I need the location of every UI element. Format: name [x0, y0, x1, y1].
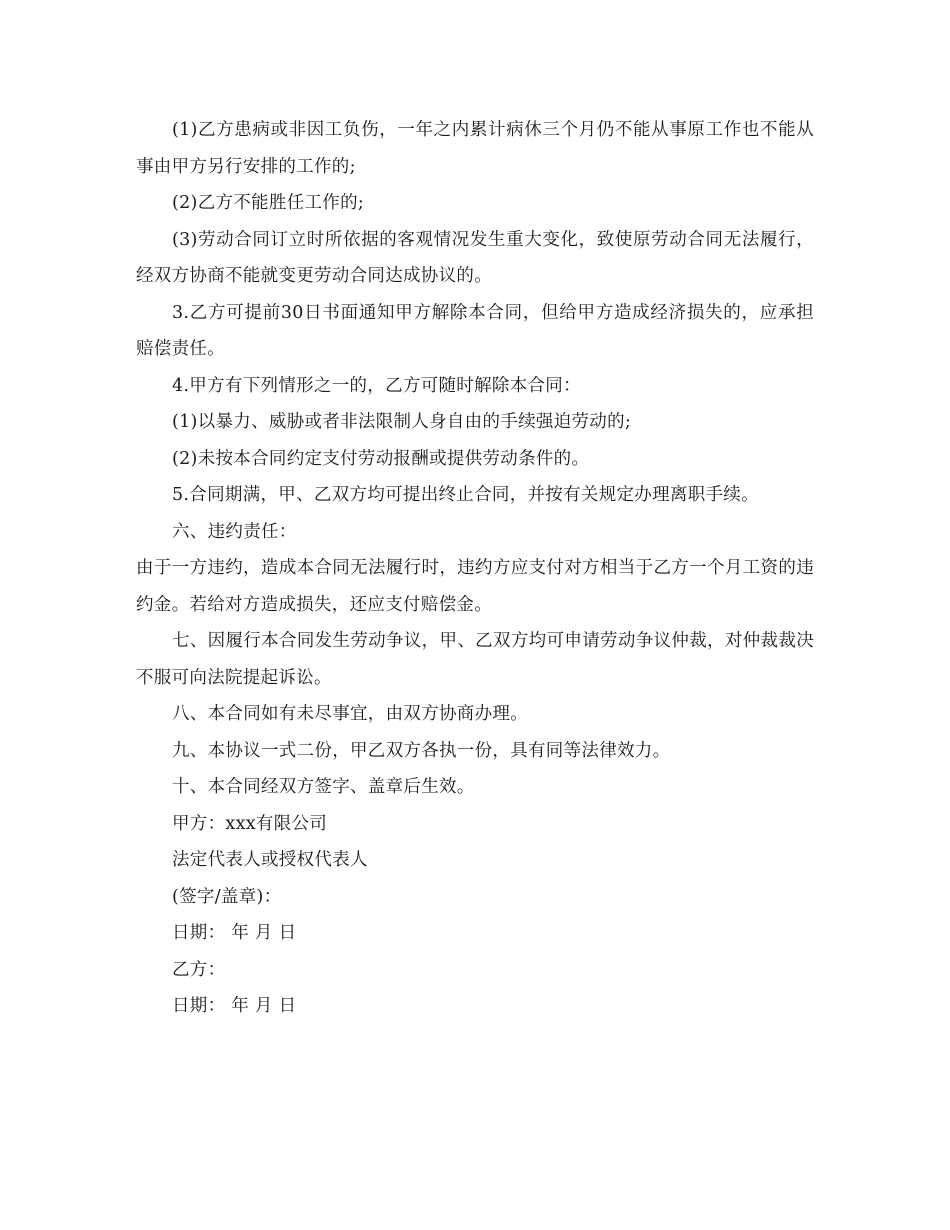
clause-1-3: (3)劳动合同订立时所依据的客观情况发生重大变化，致使原劳动合同无法履行，经双方协商不能就变更劳动合同达成协议的。: [136, 229, 814, 286]
party-b-line: 乙方：: [172, 959, 226, 980]
section-copies: 九、本协议一式二份，甲乙双方各执一份，具有同等法律效力。: [172, 740, 671, 761]
clause-4: 4.甲方有下列情形之一的，乙方可随时解除本合同：: [172, 375, 581, 396]
document-body: [136, 112, 814, 1025]
breach-paragraph: 由于一方违约，造成本合同无法履行时，违约方应支付对方相当于乙方一个月工资的违约金。若给对方造成损失，还应支付赔偿金。: [136, 558, 814, 615]
clause-1-1: (1)乙方患病或非因工负伤，一年之内累计病休三个月仍不能从事原工作也不能从事由甲方另行安排的工作的;: [136, 120, 814, 177]
date-line-b: 日期： 年 月 日: [172, 996, 297, 1016]
section-dispute: 七、因履行本合同发生劳动争议，甲、乙双方均可申请劳动争议仲裁，对仲裁裁决不服可向法院提起诉讼。: [136, 631, 814, 688]
clause-3: 3.乙方可提前30日书面通知甲方解除本合同，但给甲方造成经济损失的，应承担赔偿责任。: [136, 302, 814, 359]
clause-4-2: (2)未按本合同约定支付劳动报酬或提供劳动条件的。: [172, 448, 590, 469]
clause-5: 5.合同期满，甲、乙双方均可提出终止合同，并按有关规定办理离职手续。: [172, 485, 759, 505]
clause-4-1: (1)以暴力、威胁或者非法限制人身自由的手续强迫劳动的;: [172, 412, 632, 432]
sign-seal-line: (签字/盖章)：: [172, 886, 282, 907]
party-a-line: 甲方：xxx有限公司: [172, 813, 328, 834]
date-line-a: 日期： 年 月 日: [172, 923, 297, 943]
section-unresolved: 八、本合同如有未尽事宜，由双方协商办理。: [172, 704, 528, 724]
representative-line: 法定代表人或授权代表人: [172, 850, 368, 870]
clause-1-2: (2)乙方不能胜任工作的;: [172, 193, 365, 213]
section-effective: 十、本合同经双方签字、盖章后生效。: [172, 777, 475, 797]
section-heading-breach: 六、违约责任：: [172, 521, 297, 542]
